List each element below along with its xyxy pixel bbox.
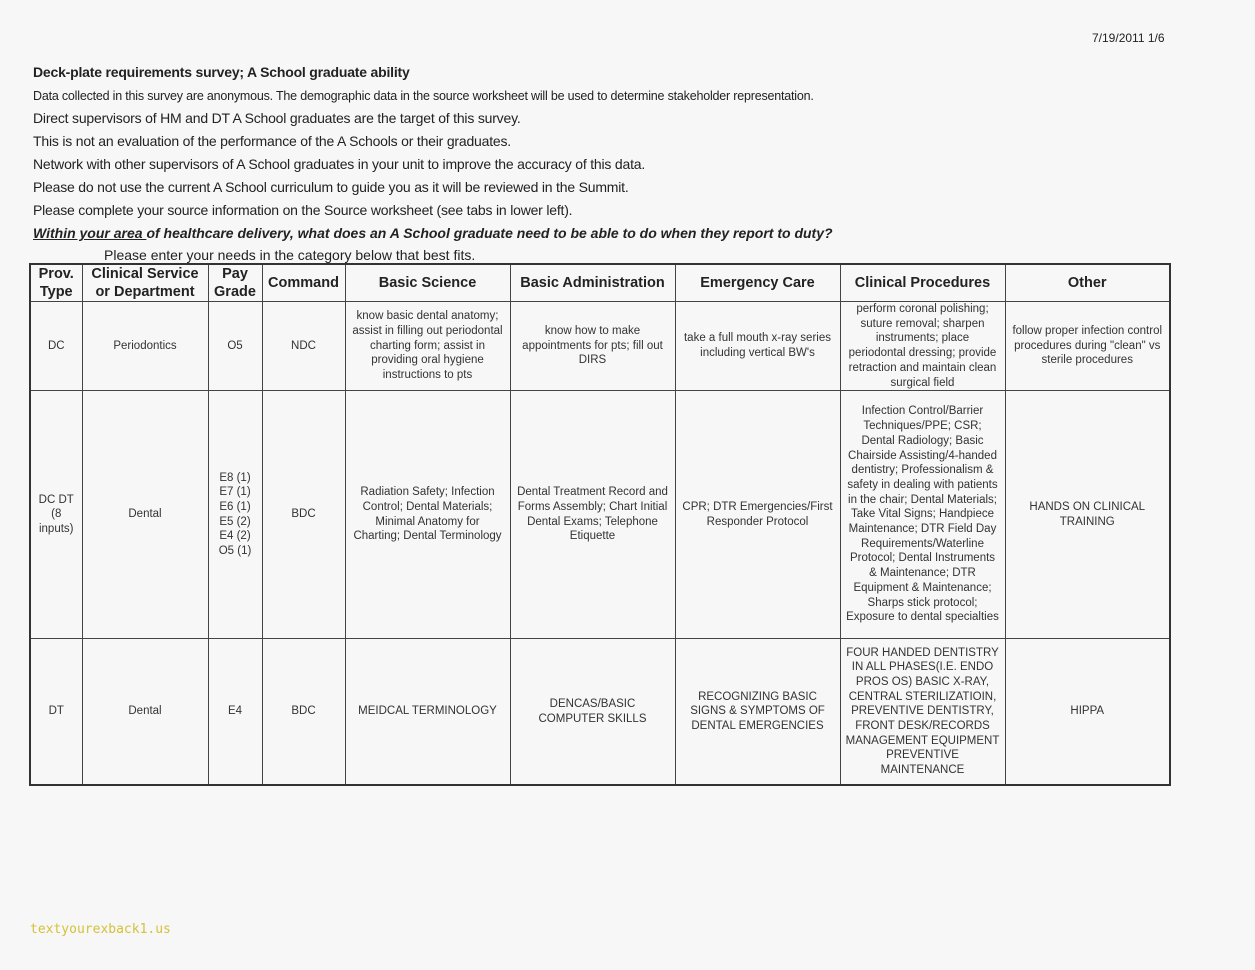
table-cell: know basic dental anatomy; assist in filling out periodontal charting form; assist in providing oral hygiene instructions to pts xyxy=(345,302,510,391)
date-page-number: 7/19/2011 1/6 xyxy=(1092,31,1165,45)
intro-line: Network with other supervisors of A School graduates in your unit to improve the accuracy of this data. xyxy=(33,156,646,172)
table-cell: Dental xyxy=(82,639,208,786)
header-pay-grade: Pay Grade xyxy=(208,264,262,302)
table-cell: Dental xyxy=(82,391,208,639)
header-clinical-procedures: Clinical Procedures xyxy=(840,264,1005,302)
header-basic-administration: Basic Administration xyxy=(510,264,675,302)
table-cell: HANDS ON CLINICAL TRAINING xyxy=(1005,391,1170,639)
table-cell: perform coronal polishing; suture removal; sharpen instruments; place periodontal dressing; provide retraction and maintain clean surgical field xyxy=(840,302,1005,391)
header-emergency-care: Emergency Care xyxy=(675,264,840,302)
intro-line: Direct supervisors of HM and DT A School graduates are the target of this survey. xyxy=(33,110,521,126)
header-other: Other xyxy=(1005,264,1170,302)
table-cell: BDC xyxy=(262,391,345,639)
table-cell: CPR; DTR Emergencies/First Responder Protocol xyxy=(675,391,840,639)
intro-line: Please do not use the current A School curriculum to guide you as it will be reviewed in the Summit. xyxy=(33,179,629,195)
table-row xyxy=(30,302,1170,391)
table-cell: Periodontics xyxy=(82,302,208,391)
header-prov-type: Prov. Type xyxy=(30,264,82,302)
table-row xyxy=(30,391,1170,639)
intro-line: Data collected in this survey are anonymous. The demographic data in the source worksheet will be used to determine stakeholder representation. xyxy=(33,89,814,103)
table-cell: MEIDCAL TERMINOLOGY xyxy=(345,639,510,786)
watermark: textyourexback1.us xyxy=(30,922,171,937)
table-row xyxy=(30,639,1170,786)
table-cell: E8 (1) E7 (1) E6 (1) E5 (2) E4 (2) O5 (1) xyxy=(208,391,262,639)
table-cell: NDC xyxy=(262,302,345,391)
document-title: Deck-plate requirements survey; A School graduate ability xyxy=(33,64,410,80)
table-cell: BDC xyxy=(262,639,345,786)
requirements-table xyxy=(29,263,1171,786)
table-cell: take a full mouth x-ray series including vertical BW's xyxy=(675,302,840,391)
table-cell: DENCAS/BASIC COMPUTER SKILLS xyxy=(510,639,675,786)
question-rest: of healthcare delivery, what does an A School graduate need to be able to do when they report to duty? xyxy=(146,225,833,241)
table-cell: Radiation Safety; Infection Control; Dental Materials; Minimal Anatomy for Charting; Dental Terminology xyxy=(345,391,510,639)
table-cell: HIPPA xyxy=(1005,639,1170,786)
table-cell: Infection Control/Barrier Techniques/PPE; CSR; Dental Radiology; Basic Chairside Assisting/4-handed dentistry; Professionalism & safety in dealing with patients in the chair; Dental Materials; Take Vital Signs; Handpiece Maintenance; DTR Field Day Requirements/Waterline Protocol; Dental Instruments & Maintenance; DTR Equipment & Maintenance; Sharps stick protocol; Exposure to dental specialties xyxy=(840,391,1005,639)
table-cell: DC DT (8 inputs) xyxy=(30,391,82,639)
survey-question xyxy=(33,225,833,241)
header-clinical-service: Clinical Service or Department xyxy=(82,264,208,302)
intro-line: Please complete your source information on the Source worksheet (see tabs in lower left). xyxy=(33,202,573,218)
table-header-row xyxy=(30,264,1170,302)
header-command: Command xyxy=(262,264,345,302)
table-cell: DT xyxy=(30,639,82,786)
instruction-hint: Please enter your needs in the category below that best fits. xyxy=(104,247,476,263)
table-cell: follow proper infection control procedures during "clean" vs sterile procedures xyxy=(1005,302,1170,391)
header-basic-science: Basic Science xyxy=(345,264,510,302)
table-cell: know how to make appointments for pts; fill out DIRS xyxy=(510,302,675,391)
table-cell: FOUR HANDED DENTISTRY IN ALL PHASES(I.E. ENDO PROS OS) BASIC X-RAY, CENTRAL STERILIZATIOIN, PREVENTIVE DENTISTRY, FRONT DESK/RECORDS MANAGEMENT EQUIPMENT PREVENTIVE MAINTENANCE xyxy=(840,639,1005,786)
table-cell: E4 xyxy=(208,639,262,786)
question-underlined: Within your area xyxy=(33,225,147,241)
intro-line: This is not an evaluation of the performance of the A Schools or their graduates. xyxy=(33,133,511,149)
table-cell: DC xyxy=(30,302,82,391)
table-cell: O5 xyxy=(208,302,262,391)
table-cell: Dental Treatment Record and Forms Assembly; Chart Initial Dental Exams; Telephone Etiquette xyxy=(510,391,675,639)
table-cell: RECOGNIZING BASIC SIGNS & SYMPTOMS OF DENTAL EMERGENCIES xyxy=(675,639,840,786)
